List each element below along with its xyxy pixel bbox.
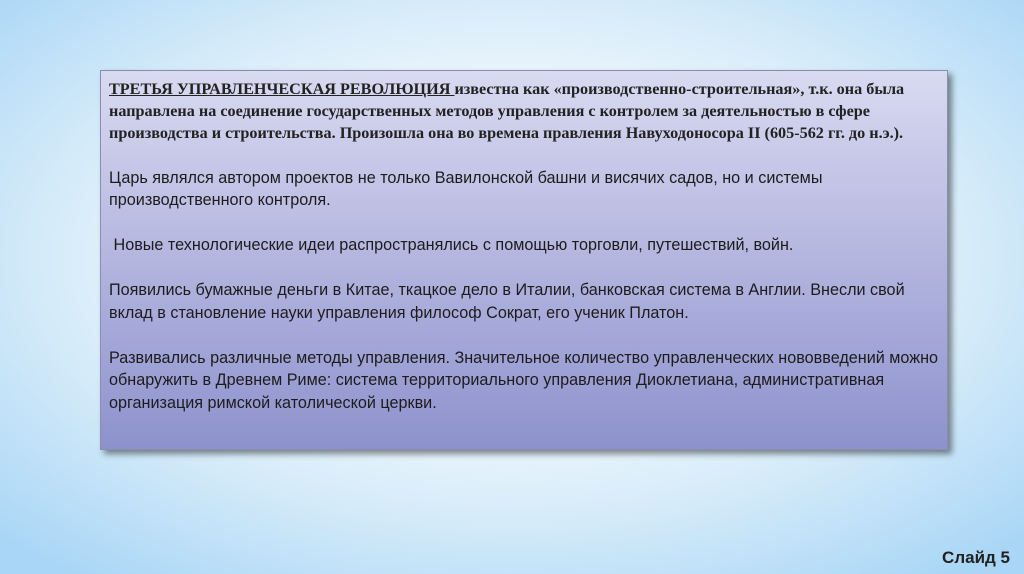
paragraph-technology: Новые технологические идеи распространялись с помощью торговли, путешествий, войн. xyxy=(109,236,794,254)
revolution-heading: ТРЕТЬЯ УПРАВЛЕНЧЕСКАЯ РЕВОЛЮЦИЯ xyxy=(109,80,455,98)
paragraph-inventions: Появились бумажные деньги в Китае, ткацкое дело в Италии, банковская система в Англии. Внесли свой вклад в становление науки управления философ Сократ, его ученик Платон. xyxy=(109,281,905,322)
paragraph-gap xyxy=(109,324,939,347)
paragraph-gap xyxy=(109,212,939,235)
paragraph-gap xyxy=(109,257,939,280)
content-textbox xyxy=(100,70,948,450)
slide-number: Слайд 5 xyxy=(942,548,1010,567)
paragraph-king: Царь являлся автором проектов не только Вавилонской башни и висячих садов, но и системы производственного контроля. xyxy=(109,168,823,209)
intro-paragraph xyxy=(109,78,939,144)
paragraph-gap xyxy=(109,144,939,167)
intro-text: известна как «производственно-строительная», т.к. она была направлена на соединение государственных методов управления с контролем за деятельностью в сфере производства и строительства. Произошла она во времена правления Навуходоносора II (605-562 гг. до н.э.). xyxy=(109,80,905,142)
paragraph-methods: Развивались различные методы управления. Значительное количество управленческих нововведений можно обнаружить в Древнем Риме: система территориального управления Диоклетиана, административная организация римской католической церкви. xyxy=(109,348,939,412)
